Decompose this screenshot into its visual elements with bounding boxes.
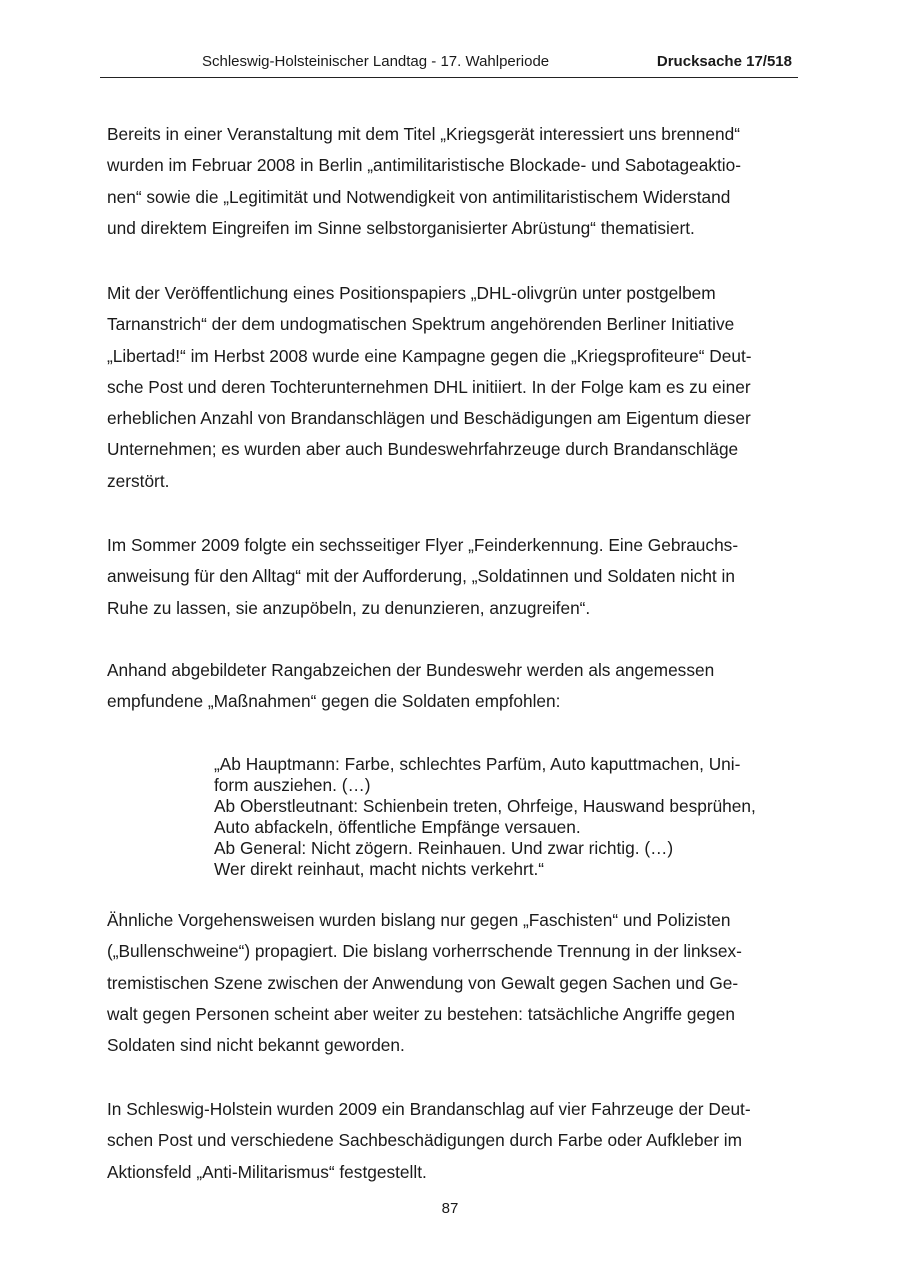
text-line: Bereits in einer Veranstaltung mit dem Titel „Kriegsgerät interessiert uns brennend“	[107, 124, 741, 144]
quote-line: form ausziehen. (…)	[214, 775, 371, 795]
page-header	[100, 50, 798, 78]
text-line: nen“ sowie die „Legitimität und Notwendigkeit von antimilitaristischem Widerstand	[107, 186, 731, 207]
quote-line: Auto abfackeln, öffentliche Empfänge versauen.	[214, 817, 581, 837]
quote-line: Ab Oberstleutnant: Schienbein treten, Ohrfeige, Hauswand besprühen,	[214, 796, 756, 816]
paragraph-3	[107, 530, 797, 624]
quote-line: Ab General: Nicht zögern. Reinhauen. Und zwar richtig. (…)	[214, 838, 674, 858]
quote-line: Wer direkt reinhaut, macht nichts verkehrt.“	[214, 859, 545, 879]
text-line: Soldaten sind nicht bekannt geworden.	[107, 1035, 405, 1056]
paragraph-5	[107, 905, 797, 1061]
text-line: tremistischen Szene zwischen der Anwendung von Gewalt gegen Sachen und Ge-	[107, 972, 739, 993]
text-line: zerstört.	[107, 470, 170, 491]
text-line: Anhand abgebildeter Rangabzeichen der Bundeswehr werden als angemessen	[107, 660, 715, 680]
paragraph-2	[107, 278, 797, 497]
text-line: Mit der Veröffentlichung eines Positionspapiers „DHL-olivgrün unter postgelbem	[107, 283, 716, 303]
text-line: In Schleswig-Holstein wurden 2009 ein Brandanschlag auf vier Fahrzeuge der Deut-	[107, 1099, 751, 1119]
text-line: Im Sommer 2009 folgte ein sechsseitiger Flyer „Feinderkennung. Eine Gebrauchs-	[107, 535, 739, 555]
header-title: Schleswig-Holsteinischer Landtag - 17. Wahlperiode	[202, 53, 550, 70]
page-number: 87	[441, 1200, 459, 1217]
text-line: Ähnliche Vorgehensweisen wurden bislang nur gegen „Faschisten“ und Polizisten	[107, 910, 731, 930]
text-line: Ruhe zu lassen, sie anzupöbeln, zu denunzieren, anzugreifen“.	[107, 597, 591, 618]
text-line: erheblichen Anzahl von Brandanschlägen und Beschädigungen am Eigentum dieser	[107, 408, 751, 429]
text-line: („Bullenschweine“) propagiert. Die bislang vorherrschende Trennung in der linksex-	[107, 941, 742, 962]
text-line: schen Post und verschiedene Sachbeschädigungen durch Farbe oder Aufkleber im	[107, 1130, 743, 1151]
text-line: „Libertad!“ im Herbst 2008 wurde eine Kampagne gegen die „Kriegsprofiteure“ Deut-	[107, 345, 752, 366]
document-number: Drucksache 17/518	[656, 53, 792, 70]
text-line: walt gegen Personen scheint aber weiter zu bestehen: tatsächliche Angriffe gegen	[107, 1003, 735, 1024]
text-line: Tarnanstrich“ der dem undogmatischen Spektrum angehörenden Berliner Initiative	[107, 314, 735, 335]
text-line: empfundene „Maßnahmen“ gegen die Soldaten empfohlen:	[107, 691, 561, 712]
paragraph-6	[107, 1094, 797, 1188]
block-quote	[214, 754, 794, 880]
text-line: und direktem Eingreifen im Sinne selbstorganisierter Abrüstung“ thematisiert.	[107, 217, 695, 238]
text-line: wurden im Februar 2008 in Berlin „antimilitaristische Blockade- und Sabotageaktio-	[107, 155, 741, 176]
text-line: Unternehmen; es wurden aber auch Bundeswehrfahrzeuge durch Brandanschläge	[107, 439, 739, 460]
quote-line: „Ab Hauptmann: Farbe, schlechtes Parfüm, Auto kaputtmachen, Uni-	[214, 754, 741, 774]
text-line: anweisung für den Alltag“ mit der Aufforderung, „Soldatinnen und Soldaten nicht in	[107, 566, 735, 587]
text-line: sche Post und deren Tochterunternehmen DHL initiiert. In der Folge kam es zu einer	[107, 376, 751, 397]
paragraph-1	[107, 119, 797, 244]
text-line: Aktionsfeld „Anti-Militarismus“ festgestellt.	[107, 1161, 427, 1182]
paragraph-4	[107, 655, 797, 718]
